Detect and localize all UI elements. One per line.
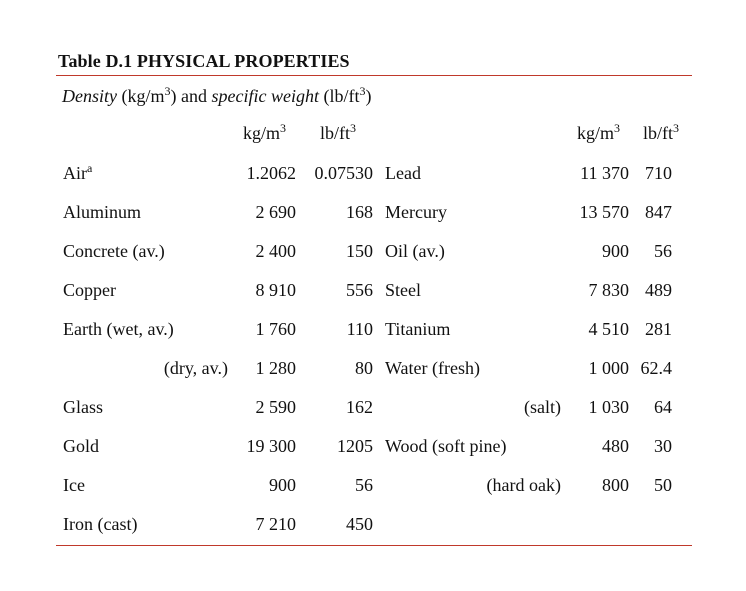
right-row-weight: 281 xyxy=(645,319,672,339)
right-row-density: 480 xyxy=(602,436,629,456)
right-row-density: 800 xyxy=(602,475,629,495)
left-row-density: 2 400 xyxy=(255,241,296,261)
right-row-name: (salt) xyxy=(524,397,561,417)
left-row-density: 900 xyxy=(269,475,296,495)
right-row-weight: 847 xyxy=(645,202,672,222)
right-row-weight: 50 xyxy=(654,475,672,495)
right-row-weight: 489 xyxy=(645,280,672,300)
table-subtitle xyxy=(62,86,371,107)
right-row-density: 1 000 xyxy=(588,358,629,378)
left-row-density: 1.2062 xyxy=(246,163,296,183)
left-row-weight: 110 xyxy=(346,319,373,339)
left-row-name: Earth (wet, av.) xyxy=(63,319,174,339)
right-row-weight: 64 xyxy=(654,397,672,417)
right-row-name: Water (fresh) xyxy=(385,358,480,378)
left-row-name: Ice xyxy=(63,475,85,495)
left-row-weight: 556 xyxy=(346,280,373,300)
right-row-name: Titanium xyxy=(385,319,451,339)
left-row-weight: 168 xyxy=(346,202,373,222)
left-row-name: Gold xyxy=(63,436,99,456)
left-row-density: 8 910 xyxy=(255,280,296,300)
left-row-density: 1 760 xyxy=(255,319,296,339)
left-row-density: 19 300 xyxy=(246,436,296,456)
right-row-weight: 56 xyxy=(654,241,672,261)
left-row-density: 2 590 xyxy=(255,397,296,417)
left-row-name: Air$^a$ xyxy=(63,161,93,183)
left-row-name: Aluminum xyxy=(63,202,142,222)
right-row-density: 900 xyxy=(602,241,629,261)
right-row-weight: 710 xyxy=(645,163,672,183)
density-unit: $(kg/m^3)$ xyxy=(121,84,177,106)
left-row-weight: 80 xyxy=(355,358,373,378)
left-row-name: Copper xyxy=(63,280,116,300)
left-row-density: 7 210 xyxy=(255,514,296,534)
left-row-name: Glass xyxy=(63,397,103,417)
left-row-weight: 56 xyxy=(355,475,373,495)
right-row-density: 4 510 xyxy=(588,319,629,339)
right-row-density: 13 570 xyxy=(579,202,629,222)
right-row-name: Mercury xyxy=(385,202,447,222)
left-row-name: Iron (cast) xyxy=(63,514,138,534)
weight-unit: $(lb/ft^3)$ xyxy=(323,84,372,106)
weight-label: specific weight xyxy=(211,86,319,106)
left-row-density: 1 280 xyxy=(255,358,296,378)
left-row-weight: 0.07530 xyxy=(314,163,373,183)
left-row-weight: 1205 xyxy=(337,436,373,456)
table-title: Table D.1 PHYSICAL PROPERTIES xyxy=(58,51,350,71)
header-kg-right: $kg/m^3$ xyxy=(577,121,621,143)
left-row-name: (dry, av.) xyxy=(163,358,228,378)
right-row-name: (hard oak) xyxy=(486,475,561,495)
right-row-weight: 62.4 xyxy=(640,358,672,378)
left-row-weight: 450 xyxy=(346,514,373,534)
subtitle-and: and xyxy=(180,86,207,106)
left-row-weight: 162 xyxy=(346,397,373,417)
right-row-density: 11 370 xyxy=(580,163,629,183)
right-row-name: Oil (av.) xyxy=(385,241,445,261)
right-row-name: Lead xyxy=(385,163,421,183)
top-rule xyxy=(56,75,692,76)
left-row-name: Concrete (av.) xyxy=(63,241,165,261)
right-row-weight: 30 xyxy=(654,436,672,456)
right-row-name: Wood (soft pine) xyxy=(385,436,507,456)
header-kg-left: $kg/m^3$ xyxy=(243,121,287,143)
left-row-density: 2 690 xyxy=(255,202,296,222)
header-lb-left: $lb/ft^3$ xyxy=(320,121,356,143)
header-lb-right: $lb/ft^3$ xyxy=(643,121,679,143)
left-row-weight: 150 xyxy=(346,241,373,261)
right-row-name: Steel xyxy=(385,280,421,300)
bottom-rule xyxy=(56,545,692,546)
density-label: Density xyxy=(62,86,117,106)
right-row-density: 1 030 xyxy=(588,397,629,417)
right-row-density: 7 830 xyxy=(588,280,629,300)
